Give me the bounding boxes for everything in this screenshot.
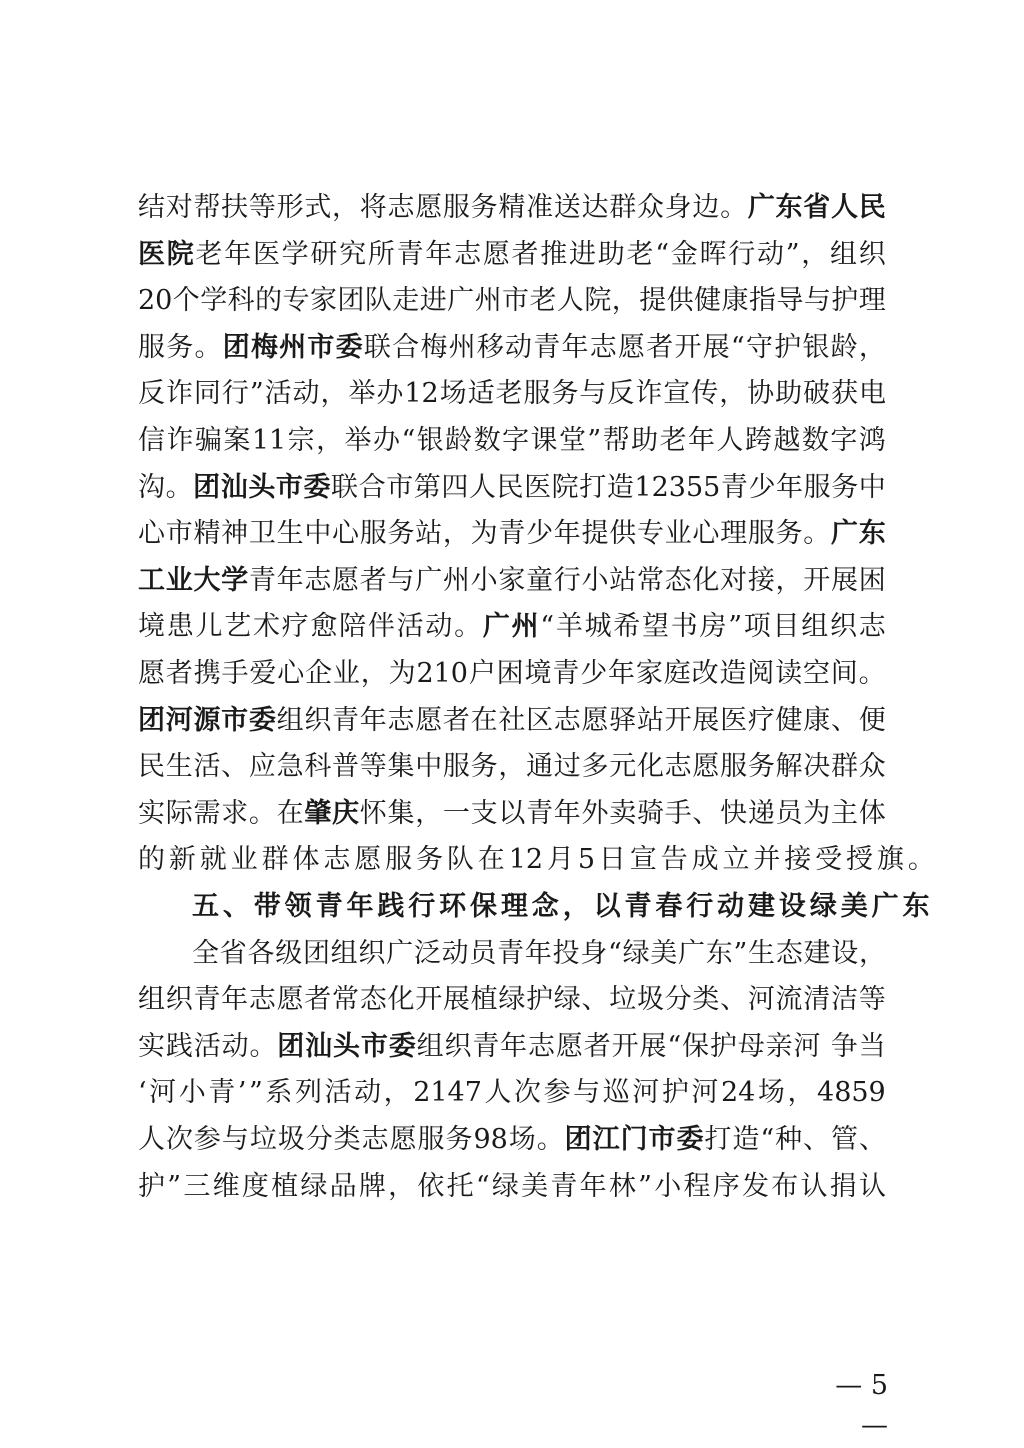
text-line: 组 织 青 年 志 愿 者 常 态 化 开 展 植 绿 护 绿 、 垃 圾 分 类 、 河 流 清 洁 等 (138, 984, 886, 1015)
text-line: 境 患 儿 艺 术 疗 愈 陪 伴 活 动 。 广 州 “ 羊 城 希 望 书 房 ” 项 目 组 织 志 (138, 611, 886, 642)
page-number: — 5 — (835, 1370, 888, 1441)
text-line: 反 诈 同 行 ” 活 动 ， 举 办 12 场 适 老 服 务 与 反 诈 宣 传 ， 协 助 破 获 电 (138, 378, 886, 409)
text-line: ‘ 河 小 青 ’ ” 系 列 活 动 ， 2147 人 次 参 与 巡 河 护 河 24 场 ， 4859 (138, 1077, 886, 1108)
text-line: 护 ” 三 维 度 植 绿 品 牌 ， 依 托 “ 绿 美 青 年 林 ” 小 程 序 发 布 认 捐 认 (138, 1171, 886, 1202)
text-line: 实 际 需 求 。 在 肇 庆 怀 集 ， 一 支 以 青 年 外 卖 骑 手 、 快 递 员 为 主 体 (138, 798, 886, 829)
text-line: 信 诈 骗 案 11 宗 ， 举 办 “ 银 龄 数 字 课 堂 ” 帮 助 老 年 人 跨 越 数 字 鸿 (138, 425, 886, 456)
text-line: 实 践 活 动 。 团 汕 头 市 委 组 织 青 年 志 愿 者 开 展 “ 保 护 母 亲 河 争 当 (138, 1031, 886, 1062)
text-line: 人 次 参 与 垃 圾 分 类 志 愿 服 务 98 场 。 团 江 门 市 委 打 造 “ 种 、 管 、 (138, 1124, 886, 1155)
text-line: 愿 者 携 手 爱 心 企 业 ， 为 210 户 困 境 青 少 年 家 庭 改 造 阅 读 空 间 。 (138, 658, 886, 689)
section-heading: 五 、 带 领 青 年 践 行 环 保 理 念 ， 以 青 春 行 动 建 设 绿 美 广 东 (192, 891, 930, 922)
text-line: 结 对 帮 扶 等 形 式 ， 将 志 愿 服 务 精 准 送 达 群 众 身 边 。 广 东 省 人 民 (138, 192, 886, 223)
text-line: 心 市 精 神 卫 生 中 心 服 务 站 ， 为 青 少 年 提 供 专 业 心 理 服 务 。 广 东 (138, 518, 886, 549)
text-line: 团 河 源 市 委 组 织 青 年 志 愿 者 在 社 区 志 愿 驿 站 开 展 医 疗 健 康 、 便 (138, 705, 886, 736)
text-line: 工 业 大 学 青 年 志 愿 者 与 广 州 小 家 童 行 小 站 常 态 化 对 接 ， 开 展 困 (138, 565, 886, 596)
text-line: 20 个 学 科 的 专 家 团 队 走 进 广 州 市 老 人 院 ， 提 供 健 康 指 导 与 护 理 (138, 285, 886, 316)
text-line: 医 院 老 年 医 学 研 究 所 青 年 志 愿 者 推 进 助 老 “ 金 晖 行 动 ” ， 组 织 (138, 239, 886, 270)
text-line: 的 新 就 业 群 体 志 愿 服 务 队 在 12 月 5 日 宣 告 成 立 并 接 受 授 旗 。 (138, 844, 935, 875)
text-line: 服 务 。 团 梅 州 市 委 联 合 梅 州 移 动 青 年 志 愿 者 开 展 “ 守 护 银 龄 ， (138, 332, 886, 363)
text-line: 沟 。 团 汕 头 市 委 联 合 市 第 四 人 民 医 院 打 造 12355 青 少 年 服 务 中 (138, 472, 886, 503)
text-line: 民 生 活 、 应 急 科 普 等 集 中 服 务 ， 通 过 多 元 化 志 愿 服 务 解 决 群 众 (138, 751, 886, 782)
text-line: 全 省 各 级 团 组 织 广 泛 动 员 青 年 投 身 “ 绿 美 广 东 ” 生 态 建 设 ， (192, 938, 886, 969)
